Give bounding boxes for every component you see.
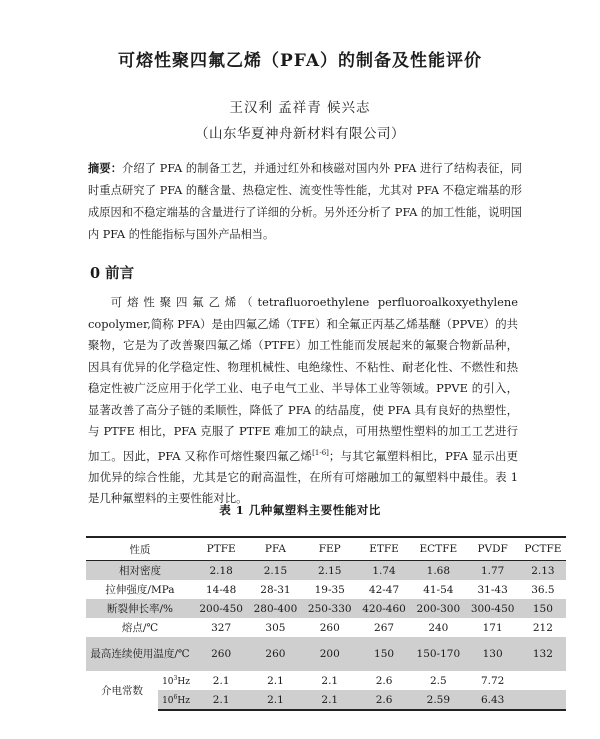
table-row xyxy=(86,580,566,599)
table-cell: 2.18 xyxy=(194,561,248,581)
table-cell: 36.5 xyxy=(531,583,555,596)
table-cell: 2.1 xyxy=(194,690,248,710)
table-cell: 2.1 xyxy=(248,690,302,710)
table-row xyxy=(86,599,566,618)
table-row xyxy=(86,618,566,637)
table-cell: 2.5 xyxy=(429,674,447,687)
table-cell xyxy=(520,690,566,710)
table-cell: 200-450 xyxy=(194,599,248,618)
table-cell: 250-330 xyxy=(303,599,357,618)
table-cell: 305 xyxy=(265,621,286,634)
paper-title: 可熔性聚四氟乙烯（PFA）的制备及性能评价 xyxy=(117,51,483,71)
row-label: 熔点/℃ xyxy=(121,622,159,634)
table-cell: 2.1 xyxy=(212,674,230,687)
table-cell: 327 xyxy=(211,621,232,634)
table-cell: 212 xyxy=(532,621,553,634)
table-cell: 2.59 xyxy=(411,690,465,710)
table-row xyxy=(86,637,566,671)
table-cell: 260 xyxy=(319,621,340,634)
table-cell: 2.1 xyxy=(303,690,357,710)
table-row xyxy=(86,561,566,581)
intro-paragraph xyxy=(88,292,518,510)
table-cell: 2.13 xyxy=(520,561,566,581)
table-cell: 1.77 xyxy=(465,561,519,581)
table-cell: 240 xyxy=(428,621,449,634)
table-cell: 2.1 xyxy=(267,674,284,687)
table-cell: 28-31 xyxy=(260,583,291,596)
table-cell: 1.68 xyxy=(411,561,465,581)
table-cell xyxy=(520,671,566,690)
table-cell: 132 xyxy=(520,637,566,671)
header-cell: ETFE xyxy=(357,537,411,561)
properties-table xyxy=(86,536,566,711)
table-header-row xyxy=(86,537,566,561)
row-label: 介电常数 xyxy=(101,685,143,697)
header-cell: 性质 xyxy=(86,537,194,561)
table-cell: 31-43 xyxy=(477,583,508,596)
table-cell: 150 xyxy=(357,637,411,671)
frequency-label: $10^6Hz$ xyxy=(158,690,194,710)
table-cell: 2.15 xyxy=(303,561,357,581)
table-cell: 41-54 xyxy=(423,583,454,596)
table-cell: 2.15 xyxy=(248,561,302,581)
row-label: 拉伸强度/MPa xyxy=(105,584,175,596)
table-cell: 171 xyxy=(482,621,503,634)
table-cell: 2.6 xyxy=(375,674,393,687)
frequency-label: $10^3Hz$ xyxy=(162,674,190,687)
row-label: 断裂伸长率/% xyxy=(86,599,194,618)
table-cell: 260 xyxy=(194,637,248,671)
header-cell: PCTFE xyxy=(520,537,566,561)
table-cell: 130 xyxy=(465,637,519,671)
table-cell: 1.74 xyxy=(357,561,411,581)
abstract-text: 介绍了 PFA 的制备工艺，并通过红外和核磁对国内外 PFA 进行了结构表征，同时重点研究了 PFA 的醚含量、热稳定性、流变性等性能，尤其对 PFA 不稳定端基的形成原因和不稳定端基的含量进行了详细的分析。另外还分析了 PFA 的加工性能，说明国内 PFA 的性能指标与国外产品相当。 xyxy=(88,162,522,241)
table-cell: 2.1 xyxy=(321,674,339,687)
header-cell: FEP xyxy=(303,537,357,561)
table-cell: 2.6 xyxy=(357,690,411,710)
row-label: 相对密度 xyxy=(86,561,194,581)
table-cell: 14-48 xyxy=(206,583,237,596)
header-cell: ECTFE xyxy=(411,537,465,561)
row-label: 最高连续使用温度/℃ xyxy=(86,637,194,671)
table-row xyxy=(86,671,566,690)
table-cell: 200-300 xyxy=(411,599,465,618)
table-cell: 300-450 xyxy=(465,599,519,618)
author-list: 王汉利 孟祥青 候兴志 xyxy=(229,100,371,116)
abstract xyxy=(88,157,522,246)
table-cell: 150-170 xyxy=(411,637,465,671)
table-cell: 200 xyxy=(303,637,357,671)
table-cell: 7.72 xyxy=(480,674,505,687)
section-heading: 0 前言 xyxy=(90,265,135,282)
citation: [1-6] xyxy=(312,448,329,457)
table-cell: 150 xyxy=(520,599,566,618)
table-cell: 19-35 xyxy=(314,583,345,596)
table-caption: 表 1 几种氟塑料主要性能对比 xyxy=(219,503,381,517)
table-cell: 420-460 xyxy=(357,599,411,618)
intro-text-cont: ；与其它氟塑料相比，PFA 显示出更加优异的综合性能，尤其是它的耐高温性，在所有可熔融加工的氟塑料中最佳。表 1 是几种氟塑料的主要性能对比。 xyxy=(88,448,518,506)
header-cell: PTFE xyxy=(194,537,248,561)
table-cell: 267 xyxy=(374,621,395,634)
affiliation: （山东华夏神舟新材料有限公司） xyxy=(195,126,405,142)
table-cell: 42-47 xyxy=(368,583,400,596)
table-cell: 280-400 xyxy=(248,599,302,618)
table-cell: 260 xyxy=(248,637,302,671)
header-cell: PVDF xyxy=(465,537,519,561)
table-cell: 6.43 xyxy=(465,690,519,710)
abstract-label: 摘要： xyxy=(88,161,123,175)
table-row xyxy=(86,690,566,710)
intro-text: 可熔性聚四氟乙烯（tetrafluoroethylene perfluoroalkoxyethylene copolymer,简称 PFA）是由四氟乙烯（TFE）和全氟正丙基乙烯基醚（PPVE）的共聚物，它是为了改善聚四氟乙烯（PTFE）加工性能而发展起来的氟聚合物新品种，因具有优异的化学稳定性、物理机械性、电绝缘性、不粘性、耐老化性、不燃性和热稳定性被广泛应用于化学工业、电子电气工业、半导体工业等领域。PPVE 的引入，显著改善了高分子链的柔顺性，降低了 PFA 的结晶度，使 PFA 具有良好的热塑性，与 PTFE 相比，PFA 克服了 PTFE 难加工的缺点，可用热塑性塑料的加工工艺进行加工。因此，PFA 又称作可熔性聚四氟乙烯 xyxy=(88,295,518,463)
header-cell: PFA xyxy=(248,537,302,561)
